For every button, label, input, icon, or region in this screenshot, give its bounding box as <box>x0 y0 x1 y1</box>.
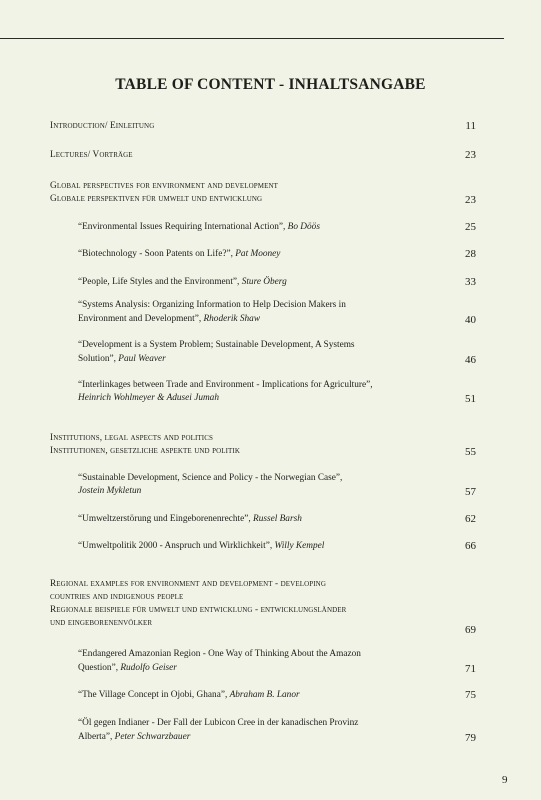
toc-entry-author: Abraham B. Lanor <box>229 690 300 700</box>
toc-entry-author: Heinrich Wohlmeyer & Adusei Jumah <box>78 393 219 403</box>
toc-page-number: 62 <box>465 513 476 525</box>
toc-page-number: 66 <box>465 540 476 552</box>
toc-page-number: 57 <box>465 486 476 498</box>
toc-section-line: countries and indigenous people <box>50 592 184 602</box>
toc-page-number: 40 <box>465 314 476 326</box>
toc-section-line: Institutionen, gesetzliche aspekte und politik <box>50 446 241 456</box>
toc-page-number: 51 <box>465 393 476 405</box>
toc-entry-title: Environment and Development”, Rhoderik Shaw <box>78 314 261 324</box>
toc-entry-title: “Environmental Issues Requiring International Action”, Bo Döös <box>78 222 320 232</box>
toc-heading: Lectures/ Vorträge <box>50 150 133 160</box>
toc-page-number: 69 <box>465 624 476 636</box>
toc-page-number: 23 <box>465 149 476 161</box>
toc-entry-author: Pat Mooney <box>235 249 281 259</box>
toc-entry-author: Paul Weaver <box>118 354 166 364</box>
toc-entry-author: Jostein Mykletun <box>78 486 142 496</box>
toc-page-number: 28 <box>465 248 476 260</box>
toc-entry-title: “People, Life Styles and the Environment”, Sture Öberg <box>78 277 287 287</box>
toc-entry-title: “Biotechnology - Soon Patents on Life?”, Pat Mooney <box>78 249 281 259</box>
toc-section-line: Globale perspektiven für umwelt und entwicklung <box>50 194 263 204</box>
toc-section-line: Regional examples for environment and development - developing <box>50 579 326 589</box>
toc-entry-title-line: “Öl gegen Indianer - Der Fall der Lubicon Cree in der kanadischen Provinz <box>78 718 359 728</box>
toc-entry-title-line: “Development is a System Problem; Sustainable Development, A Systems <box>78 340 355 350</box>
toc-page-number: 23 <box>465 194 476 206</box>
toc-page-number: 11 <box>465 120 476 132</box>
toc-entry-title: Solution”, Paul Weaver <box>78 354 166 364</box>
toc-entry-author: Rhoderik Shaw <box>203 314 261 324</box>
toc-entry-author: Willy Kempel <box>274 541 325 551</box>
toc-entry-title: Alberta”, Peter Schwarzbauer <box>78 732 191 742</box>
toc-entry-title-line: “Systems Analysis: Organizing Information to Help Decision Makers in <box>78 300 346 310</box>
toc-section-line: und eingeborenenvölker <box>50 618 153 628</box>
page-title: TABLE OF CONTENT - INHALTSANGABE <box>115 76 426 93</box>
toc-entry-title: “Umweltpolitik 2000 - Anspruch und Wirklichkeit”, Willy Kempel <box>78 541 325 551</box>
toc-entry-title-line: “Sustainable Development, Science and Policy - the Norwegian Case”, <box>78 473 343 483</box>
toc-section-line: Institutions, legal aspects and politics <box>50 433 213 443</box>
toc-page-number: 25 <box>465 221 476 233</box>
page-number: 9 <box>502 774 508 786</box>
toc-page-number: 75 <box>465 689 476 701</box>
toc-entry-author: Rudolfo Geiser <box>120 663 177 673</box>
toc-entry-author: Peter Schwarzbauer <box>114 732 191 742</box>
toc-page-number: 33 <box>465 276 476 288</box>
toc-entry-title: “The Village Concept in Ojobi, Ghana”, Abraham B. Lanor <box>78 690 300 700</box>
toc-entry-author: Russel Barsh <box>253 514 302 524</box>
toc-page-number: 46 <box>465 354 476 366</box>
toc-section-line: Regionale beispiele für umwelt und entwicklung - entwicklungsländer <box>50 605 347 615</box>
toc-page-number: 55 <box>465 446 476 458</box>
toc-section-line: Global perspectives for environment and development <box>50 181 278 191</box>
toc-entry-author: Bo Döös <box>287 222 320 232</box>
toc-heading: Introduction/ Einleitung <box>50 121 155 131</box>
toc-page-number: 79 <box>465 732 476 744</box>
top-rule <box>0 38 504 39</box>
toc-page-number: 71 <box>465 663 476 675</box>
toc-entry-author: Sture Öberg <box>241 277 287 287</box>
toc-entry-title-line: “Endangered Amazonian Region - One Way of Thinking About the Amazon <box>78 649 361 659</box>
toc-entry-title-line: “Interlinkages between Trade and Environment - Implications for Agriculture”, <box>78 380 373 390</box>
toc-entry-title: Question”, Rudolfo Geiser <box>78 663 177 673</box>
toc-entry-title: “Umweltzerstörung und Eingeborenenrechte”, Russel Barsh <box>78 514 302 524</box>
